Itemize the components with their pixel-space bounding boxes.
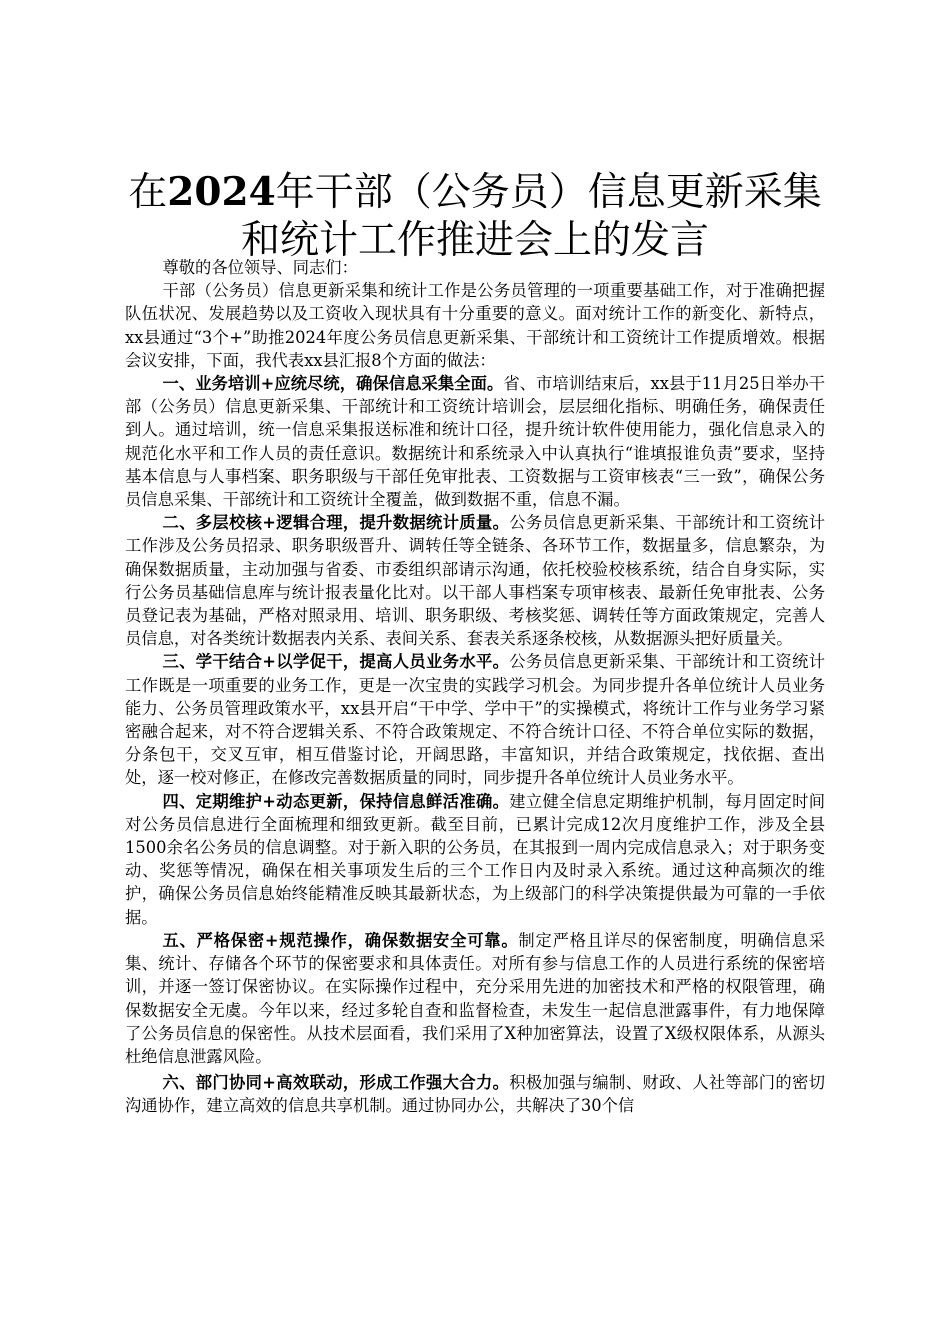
- section-text: 建立健全信息定期维护机制，每月固定时间对公务员信息进行全面梳理和细致更新。截至目前，已累计完成12次月度维护工作，涉及全县1500余名公务员的信息调整。对于新入职的公务员，在其报到一周内完成信息录入；对于职务变动、奖惩等情况，确保在相关事项发生后的三个工作日内及时录入系统。通过这种高频次的维护，确保公务员信息始终能精准反映其最新状态，为上级部门的科学决策提供最为可靠的一手依据。: [125, 791, 825, 927]
- section-text: 制定严格且详尽的保密制度，明确信息采集、统计、存储各个环节的保密要求和具体责任。对所有参与信息工作的人员进行系统的保密培训，并逐一签订保密协议。在实际操作过程中，充分采用先进的加密技术和严格的权限管理，确保数据安全无虞。今年以来，经过多轮自查和监督检查，未发生一起信息泄露事件，有力地保障了公务员信息的保密性。从技术层面看，我们采用了X种加密算法，设置了X级权限体系，从源头杜绝信息泄露风险。: [125, 930, 825, 1066]
- section-paragraph-2: [125, 511, 825, 650]
- section-heading: 四、定期维护+动态更新，保持信息鲜活准确。: [162, 791, 510, 811]
- section-paragraph-5: [125, 929, 825, 1068]
- title-year: 2024: [167, 169, 276, 215]
- title-rest: 年干部（公务员）信息更新采集和统计工作推进会上的发言: [240, 170, 822, 263]
- section-heading: 六、部门协同+高效联动，形成工作强大合力。: [162, 1073, 510, 1093]
- section-heading: 一、业务培训+应统尽统，确保信息采集全面。: [162, 374, 504, 394]
- section-paragraph-4: [125, 790, 825, 929]
- section-heading: 三、学干结合+以学促干，提高人员业务水平。: [162, 652, 510, 672]
- intro-paragraph: 干部（公务员）信息更新采集和统计工作是公务员管理的一项重要基础工作，对于准确把握队伍状况、发展趋势以及工资收入现状具有十分重要的意义。面对统计工作的新变化、新特点，xx县通过“3个+”助推2024年度公务员信息更新采集、干部统计和工资统计工作提质增效。根据会议安排，下面，我代表xx县汇报8个方面的做法：: [125, 281, 825, 370]
- document-title: [120, 168, 830, 265]
- section-heading: 五、严格保密+规范操作，确保数据安全可靠。: [162, 930, 519, 950]
- section-text: 公务员信息更新采集、干部统计和工资统计工作涉及公务员招录、职务职级晋升、调转任等全链条、各环节工作，数据量多，信息繁杂，为确保数据质量，主动加强与省委、市委组织部请示沟通，依托校验校核系统，结合自身实际，实行公务员基础信息库与统计报表量化比对。以干部人事档案专项审核表、最新任免审批表、公务员登记表为基础，严格对照录用、培训、职务职级、考核奖惩、调转任等方面政策规定，完善人员信息，对各类统计数据表内关系、表间关系、套表关系逐条校核，从数据源头把好质量关。: [125, 513, 825, 649]
- section-heading: 二、多层校核+逻辑合理，提升数据统计质量。: [162, 513, 510, 533]
- section-text: 公务员信息更新采集、干部统计和工资统计工作既是一项重要的业务工作，更是一次宝贵的实践学习机会。为同步提升各单位统计人员业务能力、公务员管理政策水平，xx县开启“干中学、学中干”的实操模式，将统计工作与业务学习紧密融合起来，对不符合逻辑关系、不符合政策规定、不符合统计口径、不符合单位实际的数据，分条包干，交叉互审，相互借鉴讨论，开阔思路，丰富知识，并结合政策规定，找依据、查出处，逐一校对修正，在修改完善数据质量的同时，同步提升各单位统计人员业务水平。: [125, 652, 825, 788]
- section-paragraph-3: [125, 650, 825, 789]
- salutation: 尊敬的各位领导、同志们：: [162, 258, 358, 277]
- section-paragraph-6: [125, 1071, 825, 1117]
- document-body: [125, 256, 825, 1118]
- title-prefix: 在: [128, 170, 168, 215]
- section-paragraph-1: [125, 372, 825, 511]
- section-text: 省、市培训结束后，xx县于11月25日举办干部（公务员）信息更新采集、干部统计和工资统计培训会，层层细化指标、明确任务，确保责任到人。通过培训，统一信息采集报送标准和统计口径，提升统计软件使用能力，强化信息录入的规范化水平和工作人员的责任意识。数据统计和系统录入中认真执行“谁填报谁负责”要求，坚持基本信息与人事档案、职务职级与干部任免审批表、工资数据与工资审核表“三一致”，确保公务员信息采集、干部统计和工资统计全覆盖，做到数据不重，信息不漏。: [125, 374, 825, 510]
- section-text: 积极加强与编制、财政、人社等部门的密切沟通协作，建立高效的信息共享机制。通过协同办公，共解决了30个信: [125, 1073, 825, 1116]
